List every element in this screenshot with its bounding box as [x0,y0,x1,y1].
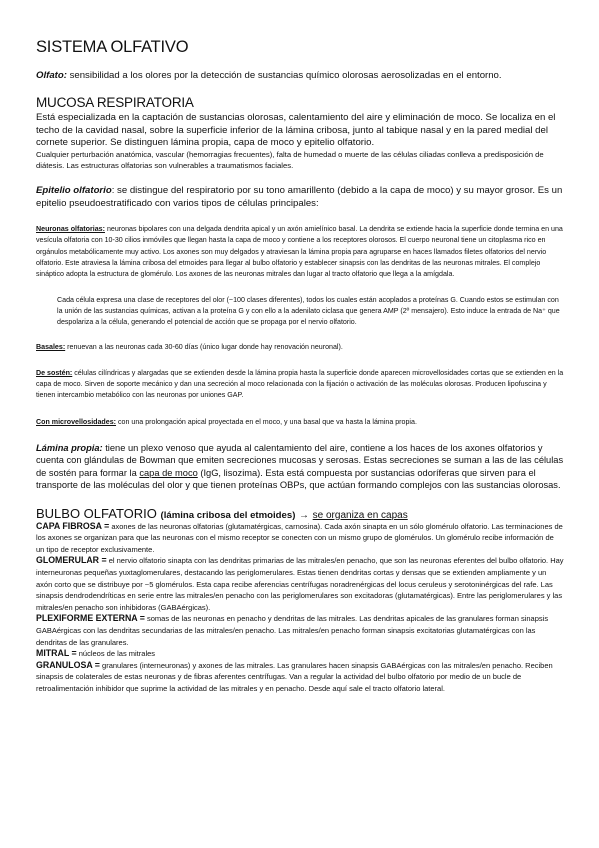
olfato-text: sensibilidad a los olores por la detección de sustancias químico olorosas aerosolizadas en el entorno. [66,70,502,81]
mucosa-paragraph-1: Está especializada en la captación de sustancias olorosas, calentamiento del aire y eliminación de moco. Se localiza en el techo de la cavidad nasal, sobre la superficie inferior de la lámina cribosa, junto al tabique nasal y en la pared medial del cornete superior. Se distinguen lámina propia, capa de moco y epitelio olfatorio. [36,111,556,149]
olfato-term: Olfato: [36,70,67,81]
basales-paragraph [36,342,564,353]
microvellosidades-text: con una prolongación apical proyectada en el moco, y una basal que va hasta la lámina propia. [116,417,417,426]
lamina-paragraph [36,442,564,492]
right-arrow-icon: → [299,509,310,521]
capa-text: granulares (interneuronas) y axones de las mitrales. Las granulares hacen sinapsis GABAérgicas con las mitrales/en penacho. Reciben sinapsis de colaterales de estas neuronas y de fibras aferentes centrífugas. Van a regular la actividad del bulbo olfatorio por medio de un bucle de retroalimentación inhibidor que suprime la actividad de las mitrales y en penacho. Desde aquí sale el tracto olfatorio lateral. [36,660,553,693]
capa-item [36,521,564,556]
bulbo-capas-link: se organiza en capas [312,509,408,521]
neuronas-text: neuronas bipolares con una delgada dendrita apical y un axón amielínico basal. La dendrita se extiende hacia la superficie donde termina en una vesícula olfatoria con 10-30 cilios inmóviles que llegan hasta la capa de moco y contiene a los receptores olorosos. El cuerpo neuronal tiene un citoplasma rico en orgánulos metabólicamente muy activo. Los axones son muy delgados y atraviesan la lámina propia para agruparse en haces llamados filetes olfatorios del nervio olfatorio. Este atraviesa la lámina cribosa del etmoides para llegar al bulbo olfatorio y establecer sinapsis con las dendritas de las neuronas mitrales. El complejo sináptico adopta la estructura de glomérulo. Los axones de las neuronas mitrales dan lugar al tracto olfatorio que llega a la amígdala. [36,225,563,278]
sosten-term: De sostén: [36,369,73,378]
capa-text: núcleos de las mitrales [76,649,156,659]
page-title: SISTEMA OLFATIVO [36,38,189,56]
capa-item [36,555,564,613]
microvellosidades-paragraph [36,417,564,428]
capa-name: CAPA FIBROSA = [36,520,110,531]
receptores-paragraph: Cada célula expresa una clase de receptores del olor (~100 clases diferentes), todos los cuales están acoplados a proteínas G. Cuando estos se estimulan con la unión de las sustancias químicas, activan a la proteína G y con ello a la adenilato ciclasa que genera AMP (2º mensajero). Esto induce la entrada de Na⁺ que despolariza a la célula, generando el potencial de acción que se propaga por el nervio olfatorio. [57,295,560,327]
capa-item [36,660,564,695]
epitelio-term: Epitelio olfatorio [36,184,112,196]
epitelio-text: : se distingue del respiratorio por su tono amarillento (debido a la capa de moco) y su mayor grosor. Es un epitelio pseudoestratificado con varios tipos de células principales: [36,184,563,209]
bulbo-capas-list [36,521,564,695]
microvellosidades-term: Con microvellosidades: [36,417,117,426]
capa-name: PLEXIFORME EXTERNA = [36,613,145,624]
capa-de-moco-link: capa de moco [139,467,198,478]
bulbo-subheading: (lámina cribosa del etmoides) [160,509,296,521]
lamina-text-a: tiene un plexo venoso que ayuda al calentamiento del aire, contiene a los haces de los axones olfatorios y cuenta con glándulas de Bowman que emiten secreciones mucosas y serosas. Estas secreciones se suman a las de las células de sostén para formar la [36,442,564,478]
capa-text: somas de las neuronas en penacho y dendritas de las mitrales. Las dendritas apicales de las granulares forman sinapsis GABAérgicas con las dendritas secundarias de las mitrales/en penacho. Las mitrales/en penacho forman sinapsis excitatorias glutamatérgicas con las dendritas de las granulares. [36,614,549,647]
bulbo-heading-line [36,506,564,521]
capa-item [36,648,564,660]
capa-name: GLOMERULAR = [36,555,107,566]
bulbo-heading: BULBO OLFATORIO [36,505,157,521]
sosten-paragraph [36,368,564,401]
capa-text: el nervio olfatorio sinapta con las dendritas primarias de las mitrales/en penacho, que son las neuronas eferentes del bulbo olfatorio. Hay interneuronas pequeñas yuxtaglomerulares, destacando las periglomerulares. Estas tienen dendritas cortas y densas que se extienden ampliamente y un axón corto que se distribuye por ~5 glomérulos. Esta capa recibe aferencias centrífugas noradrenérgicas del locus ceruleus y serotoninérgicas del rafe. Las sinapsis dendrodendríticas en serie entre las mitrales/en penacho con las periglomerulares son excitadoras (glutamatérgicas). Entre las periglomerulares y las mitrales/en penacho son inhibidoras (GABAérgicas). [36,556,564,612]
epitelio-paragraph [36,185,564,211]
capa-text: axones de las neuronas olfatorias (glutamatérgicas, carnosina). Cada axón sinapta en un sólo glomérulo olfatorio. Las terminaciones de los axones se organizan para que las neuronas con el mismo receptor se conecten con un mismo grupo de glomérulos. Un glomérulo recibe información de un tipo de receptor exclusivamente. [36,521,563,554]
basales-term: Basales: [36,343,66,352]
capa-name: GRANULOSA = [36,659,100,670]
lamina-text-b: (IgG, lisozima). Esta está compuesta por sustancias odoríferas que sirven para el transporte de las moléculas del olor y que tienen proteínas OBPs, que actúan formando complejos con las sustancias olorosas. [36,467,561,491]
neuronas-term: Neuronas olfatorias: [36,225,105,234]
sosten-text: células cilíndricas y alargadas que se extienden desde la lámina propia hasta la superficie donde aparecen microvellosidades cortas que se extienden en la capa de moco. Sirven de soporte mecánico y dan una secreción al moco relacionada con la fijación o activación de las moléculas olorosas. Producen lipofuscina y tienen intercambio metabólico con las neuronas por uniones GAP. [36,369,564,400]
capa-name: MITRAL = [36,648,77,659]
mucosa-heading: MUCOSA RESPIRATORIA [36,94,194,110]
capa-item [36,613,564,648]
basales-text: renuevan a las neuronas cada 30-60 días (único lugar donde hay renovación neuronal). [65,343,343,352]
neuronas-paragraph [36,224,564,279]
lamina-term: Lámina propia: [36,442,103,453]
mucosa-paragraph-2: Cualquier perturbación anatómica, vascular (hemorragias frecuentes), falta de humedad o muerte de las células ciliadas conlleva a predisposición de diátesis. Las estructuras olfatorias son vulnerables a traumatismos faciales. [36,150,544,170]
olfato-definition [36,70,564,83]
